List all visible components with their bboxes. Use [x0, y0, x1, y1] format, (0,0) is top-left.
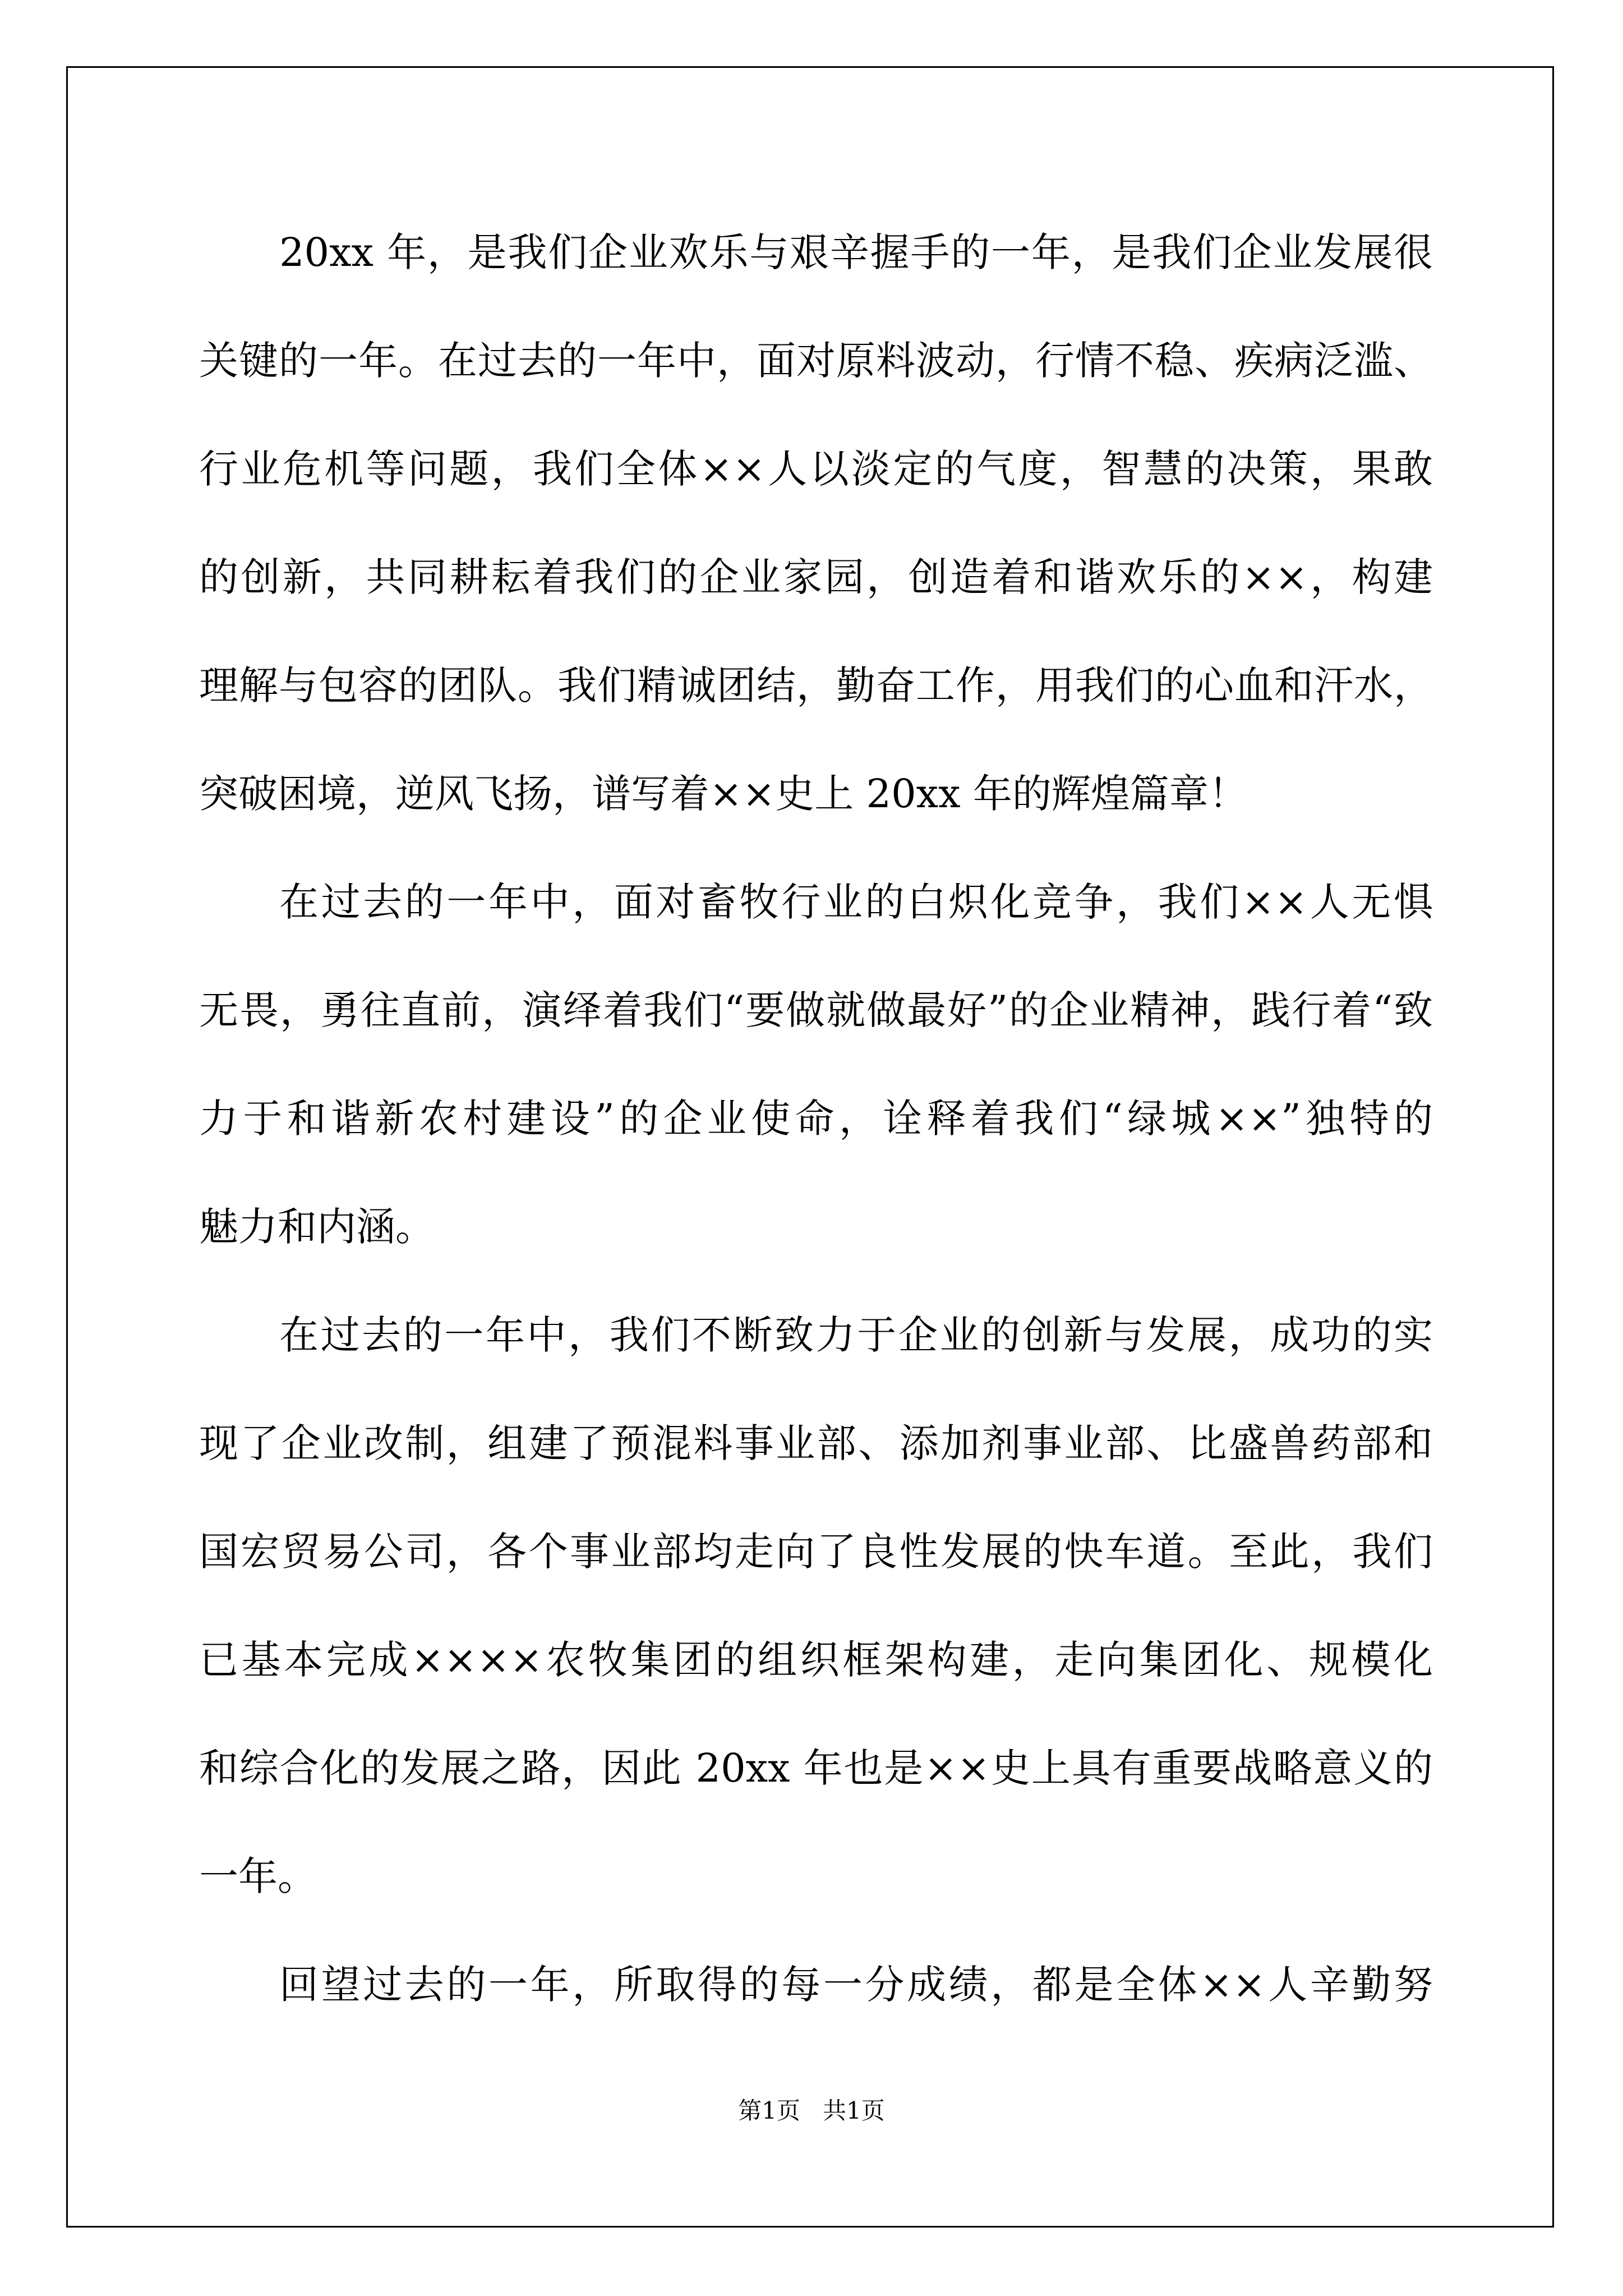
- text-line: 无畏，勇往直前，演绎着我们“要做就做最好”的企业精神，践行着“致: [199, 987, 1433, 1033]
- text-line: 行业危机等问题，我们全体××人以淡定的气度，智慧的决策，果敢: [199, 446, 1433, 492]
- text-line: 在过去的一年中，我们不断致力于企业的创新与发展，成功的实: [279, 1312, 1433, 1358]
- text-line: 国宏贸易公司，各个事业部均走向了良性发展的快车道。至此，我们: [199, 1529, 1433, 1575]
- text-line: 20xx 年，是我们企业欢乐与艰辛握手的一年，是我们企业发展很: [279, 229, 1433, 275]
- text-line: 一年。: [199, 1853, 317, 1899]
- text-line: 在过去的一年中，面对畜牧行业的白炽化竞争，我们××人无惧: [279, 879, 1433, 925]
- text-line: 突破困境，逆风飞扬，谱写着××史上 20xx 年的辉煌篇章！: [199, 771, 1248, 817]
- text-line: 已基本完成××××农牧集团的组织框架构建，走向集团化、规模化: [199, 1637, 1433, 1683]
- text-line: 力于和谐新农村建设”的企业使命，诠释着我们“绿城××”独特的: [199, 1096, 1433, 1142]
- page-border: [66, 66, 1554, 2228]
- text-line: 的创新，共同耕耘着我们的企业家园，创造着和谐欢乐的××，构建: [199, 554, 1433, 600]
- text-line: 关键的一年。在过去的一年中，面对原料波动，行情不稳、疾病泛滥、: [199, 338, 1433, 384]
- page-footer: 第1页 共1页: [738, 2097, 885, 2124]
- text-line: 和综合化的发展之路，因此 20xx 年也是××史上具有重要战略意义的: [199, 1745, 1433, 1791]
- text-line: 魅力和内涵。: [199, 1204, 435, 1250]
- text-line: 理解与包容的团队。我们精诚团结，勤奋工作，用我们的心血和汗水，: [199, 662, 1433, 708]
- text-line: 现了企业改制，组建了预混料事业部、添加剂事业部、比盛兽药部和: [199, 1420, 1433, 1466]
- text-line: 回望过去的一年，所取得的每一分成绩，都是全体××人辛勤努: [279, 1962, 1433, 2008]
